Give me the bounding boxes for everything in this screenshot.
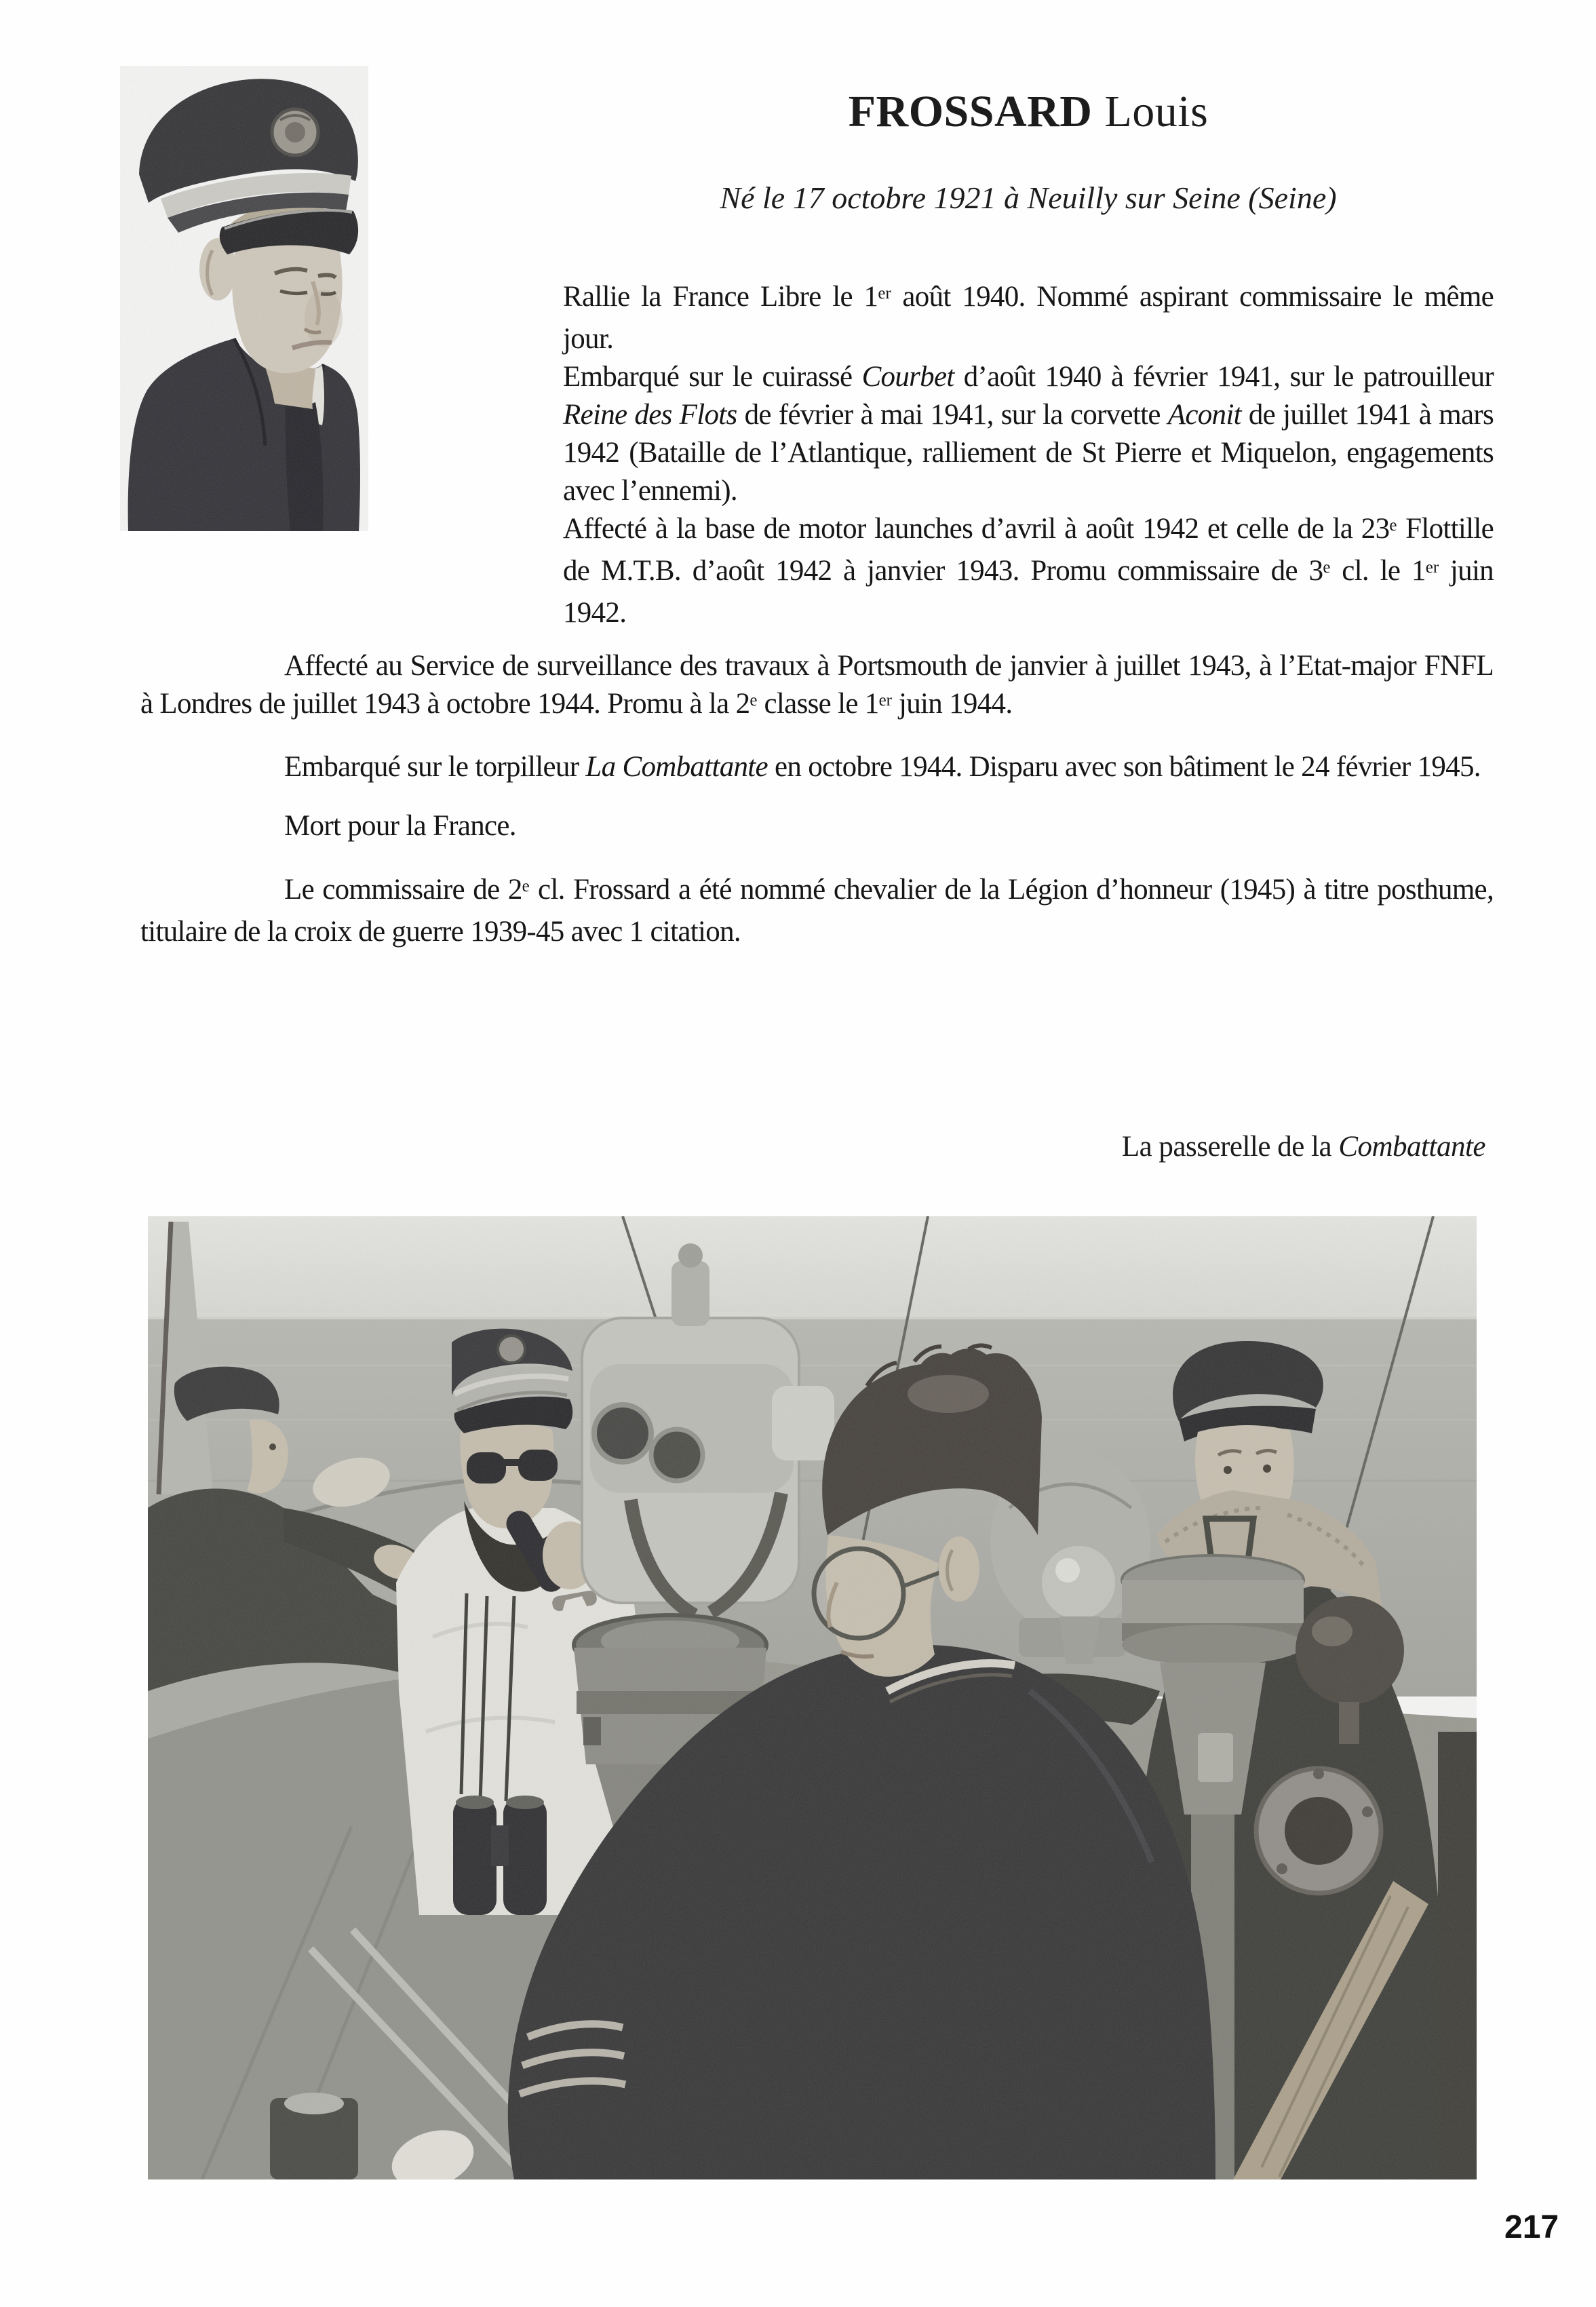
portrait-photo-art (120, 66, 368, 531)
page-title (563, 88, 1494, 136)
paragraph: Affecté à la base de motor launches d’avril à août 1942 et celle de la 23e Flottille de M.T.B. d’août 1942 à janvier 1943. Promu commissaire de 3e cl. le 1er juin 1942. (563, 513, 1494, 629)
paragraph: Mort pour la France. (284, 810, 516, 842)
paragraph: Le commissaire de 2e cl. Frossard a été nommé chevalier de la Légion d’honneur (1945) à titre posthume, titulaire de la croix de guerre 1939-45 avec 1 citation. (140, 874, 1494, 948)
paragraph: Rallie la France Libre le 1er août 1940. Nommé aspirant commissaire le même jour. (563, 281, 1494, 355)
birth-line: Né le 17 octobre 1921 à Neuilly sur Seine (Seine) (720, 180, 1337, 215)
main-paragraphs (140, 647, 1494, 951)
portrait-photo (120, 66, 368, 531)
photo-caption: La passerelle de la Combattante (1121, 1131, 1485, 1163)
paragraph: Embarqué sur le cuirassé Courbet d’août 1940 à février 1941, sur le patrouilleur Reine des Flots de février à mai 1941, sur la corvette Aconit de juillet 1941 à mars 1942 (Bataille de l’Atlantique, ralliement de St Pierre et Miquelon, engagements avec l’ennemi). (563, 361, 1494, 507)
bridge-photo (148, 1216, 1477, 2179)
paragraph: Affecté au Service de surveillance des travaux à Portsmouth de janvier à juillet 1943, à l’Etat-major FNFL à Londres de juillet 1943 à octobre 1944. Promu à la 2e classe le 1er juin 1944. (140, 650, 1494, 720)
intro-paragraphs (563, 278, 1494, 632)
paragraph: Embarqué sur le torpilleur La Combattante en octobre 1944. Disparu avec son bâtiment le 24 février 1945. (284, 751, 1481, 783)
page-number: 217 (1504, 2209, 1559, 2245)
title-surname: FROSSARD (848, 87, 1093, 136)
title-firstname: Louis (1104, 87, 1209, 136)
bridge-photo-art (148, 1216, 1477, 2179)
photo-grain (148, 1216, 1477, 2179)
